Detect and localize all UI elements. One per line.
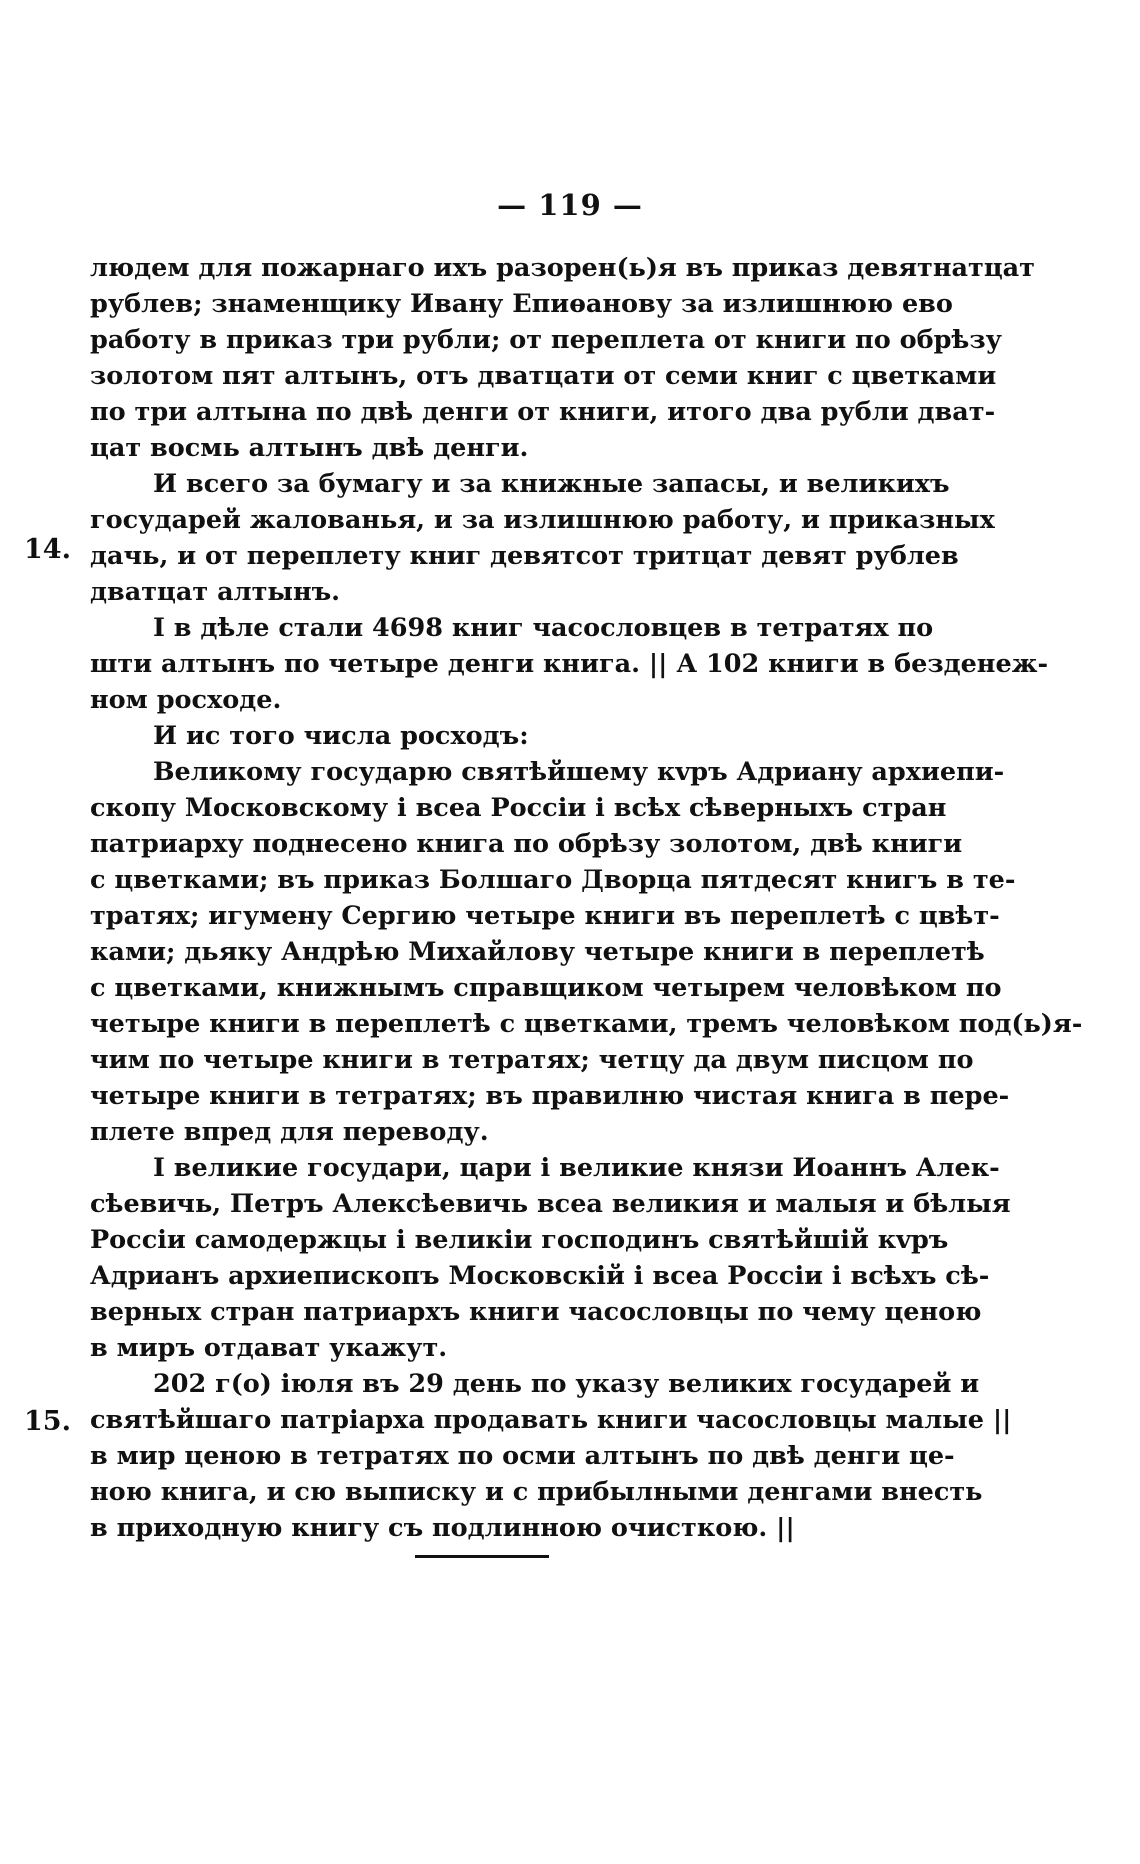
text-line: I в дѣле стали 4698 книг часословцев в тетратях по <box>153 613 934 643</box>
text-line: дачь, и от переплету книг девятсот тритцат девят рублев <box>90 541 959 571</box>
text-line: рублев; знаменщику Ивану Епиѳанову за излишнюю ево <box>90 289 953 319</box>
text-line: верных стран патриархъ книги часословцы по чему ценою <box>90 1297 982 1327</box>
text-line: четыре книги в тетратях; въ правилню чистая книга в пере- <box>90 1081 1010 1111</box>
text-line: И ис того числа росходъ: <box>153 721 529 751</box>
text-line: четыре книги в переплетѣ с цветками, тремъ человѣком под(ь)я- <box>90 1009 1083 1039</box>
end-rule <box>415 1555 549 1558</box>
margin-note-14: 14. <box>24 534 71 565</box>
page-number: — 119 — <box>497 188 643 222</box>
text-line: в миръ отдават укажут. <box>90 1333 448 1363</box>
text-line: государей жалованья, и за излишнюю работу, и приказных <box>90 505 995 535</box>
text-line: золотом пят алтынъ, отъ дватцати от семи книг с цветками <box>90 361 997 391</box>
text-line: ном росходе. <box>90 685 282 715</box>
text-line: патриарху поднесено книга по обрѣзу золотом, двѣ книги <box>90 829 963 859</box>
text-line: с цветками; въ приказ Болшаго Дворца пятдесят книгъ в те- <box>90 865 1016 895</box>
text-line: святѣйшаго патрiарха продавать книги часословцы малые || <box>90 1405 1012 1435</box>
text-line: плете впред для переводу. <box>90 1117 489 1147</box>
text-line: в мир ценою в тетратях по осми алтынъ по двѣ денги це- <box>90 1441 955 1471</box>
text-line: Адрианъ архиепископъ Московскiй i всеа Россiи i всѣхъ сѣ- <box>90 1261 990 1291</box>
text-line: ною книга, и сю выписку и с прибылными денгами внесть <box>90 1477 983 1507</box>
text-line: по три алтына по двѣ денги от книги, итого два рубли дват- <box>90 397 996 427</box>
text-line: людем для пожарнаго ихъ разорен(ь)я въ приказ девятнатцат <box>90 253 1035 283</box>
text-line: тратях; игумену Сергию четыре книги въ переплетѣ с цвѣт- <box>90 901 1000 931</box>
text-line: ками; дьяку Андрѣю Михайлову четыре книги в переплетѣ <box>90 937 985 967</box>
text-line: дватцат алтынъ. <box>90 577 341 607</box>
text-line: работу в приказ три рубли; от переплета от книги по обрѣзу <box>90 325 1002 355</box>
text-line: Россiи самодержцы i великiи господинъ святѣйшiй кvръ <box>90 1225 949 1255</box>
text-line: чим по четыре книги в тетратях; четцу да двум писцом по <box>90 1045 974 1075</box>
text-line: 202 г(о) iюля въ 29 день по указу великих государей и <box>153 1369 980 1399</box>
text-line: И всего за бумагу и за книжные запасы, и великихъ <box>153 469 950 499</box>
text-line: цат восмь алтынъ двѣ денги. <box>90 433 529 463</box>
margin-note-15: 15. <box>24 1406 71 1437</box>
text-line: шти алтынъ по четыре денги книга. || А 102 книги в безденеж- <box>90 649 1049 679</box>
text-line: скопу Московскому i всеа Россiи i всѣх сѣверныхъ стран <box>90 793 947 823</box>
text-line: I великие государи, цари i великие князи Иоаннъ Алек- <box>153 1153 1000 1183</box>
text-line: сѣевичь, Петръ Алексѣевичь всеа великия и малыя и бѣлыя <box>90 1189 1011 1219</box>
text-line: с цветками, книжнымъ справщиком четырем человѣком по <box>90 973 1002 1003</box>
text-line: Великому государю святѣйшему кvръ Адриану архиепи- <box>153 757 1005 787</box>
text-line: в приходную книгу съ подлинною очисткою. || <box>90 1513 795 1543</box>
